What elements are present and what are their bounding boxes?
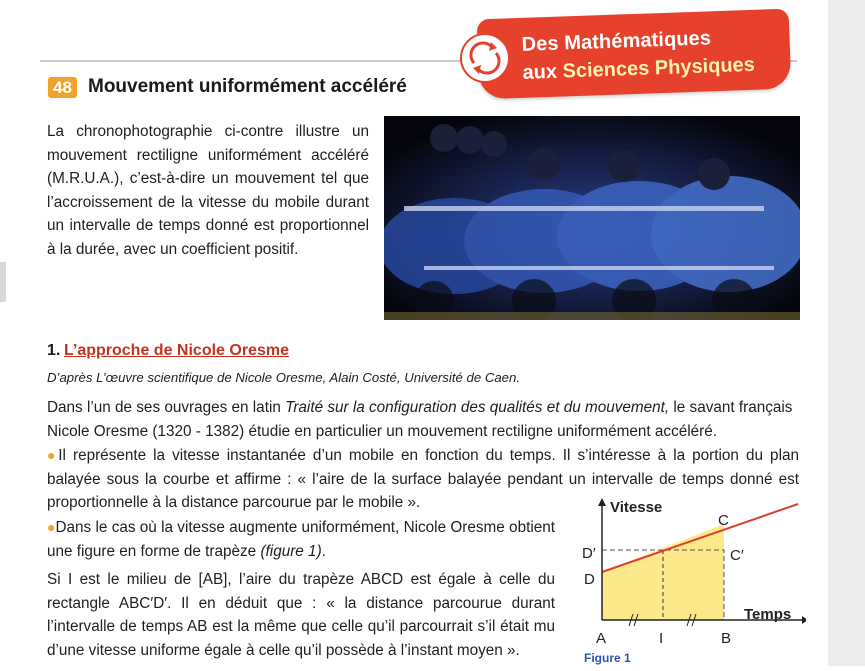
- y-axis-arrow-icon: [598, 498, 606, 506]
- banner-line2-highlight: Sciences Physiques: [562, 53, 756, 83]
- intro-paragraph: La chronophotographie ci-contre illustre un mouvement rectiligne uniformément accéléré (M.R.U.A.), c’est-à-dire un mouvement tel que l’accroissement de la vitesse du mobile durant un intervalle de temps donné est proportionnel à la durée, avec un coefficient positif.: [47, 123, 369, 258]
- banner-line2: [522, 54, 755, 85]
- point-a-label: A: [596, 630, 607, 647]
- banner-line2-prefix: aux: [522, 60, 558, 84]
- edge-marker: [0, 262, 6, 302]
- p1-italic: Traité sur la configuration des qualités et du mouvement,: [285, 399, 670, 416]
- section-source: D’après L’œuvre scientifique de Nicole Oresme, Alain Costé, Université de Caen.: [47, 370, 521, 385]
- point-d-label: D: [584, 571, 595, 588]
- x-axis-arrow-icon: [802, 616, 806, 624]
- p3-text-a: Dans le cas où la vitesse augmente uniformément, Nicole Oresme obtient une figure en forme de trapèze: [47, 519, 555, 560]
- section-title: L’approche de Nicole Oresme: [64, 342, 289, 359]
- figure-1: [576, 494, 806, 671]
- point-b-label: B: [721, 630, 732, 647]
- p3-text-b: .: [321, 542, 326, 560]
- p3-italic: (figure 1): [260, 542, 322, 560]
- page-margin-strip: [828, 0, 865, 666]
- exercise-title: Mouvement uniformément accéléré: [88, 76, 407, 97]
- p1-text-a: Dans l’un de ses ouvrages en latin: [47, 399, 286, 416]
- bullet-icon: ●: [47, 519, 56, 535]
- paragraph-oresme-treatise: [47, 396, 799, 443]
- paragraph-midpoint: Si I est le milieu de [AB], l’aire du trapèze ABCD est égale à celle du rectangle ABC′D′. Il en déduit que : « la distance parcourue durant l’intervalle de temps AB est la même que celle qu’il parcourrait s’il était mu d’une vitesse uniforme égale à celle qu’il possède à l’instant moyen ».: [47, 571, 555, 659]
- section-number: 1.: [47, 342, 61, 359]
- banner-line1: Des Mathématiques: [521, 27, 712, 56]
- chronophotograph: [384, 116, 800, 320]
- motorcycle-chronophotograph-icon: [384, 116, 800, 320]
- exercise-number: 48: [48, 77, 77, 98]
- point-d-prime-label: D′: [582, 545, 596, 562]
- paragraph-trapezoid: [47, 516, 555, 563]
- subject-banner: [477, 9, 792, 100]
- y-axis-label: Vitesse: [610, 499, 663, 516]
- figure-caption: Figure 1: [584, 651, 631, 665]
- p2-text: Il représente la vitesse instantanée d’un mobile en fonction du temps. Il s’intéresse à la portion du plan balayée sous la courbe et affirme : « l’aire de la surface balayée pendant un intervalle de temps donné est proportionnelle à la distance parcourue par le mobile ».: [47, 447, 799, 511]
- exchange-arrows-icon: [460, 33, 510, 83]
- point-c-prime-label: C′: [730, 547, 744, 564]
- bullet-icon: ●: [47, 447, 59, 463]
- trapezoid-diagram: [576, 494, 806, 666]
- p1-text-b: le savant français Nicole Oresme (1320 - 1382) étudie en particulier un mouvement rectiligne uniformément accéléré.: [47, 399, 793, 440]
- point-i-label: I: [659, 630, 664, 647]
- x-axis-label: Temps: [744, 606, 792, 623]
- point-c-label: C: [718, 512, 729, 529]
